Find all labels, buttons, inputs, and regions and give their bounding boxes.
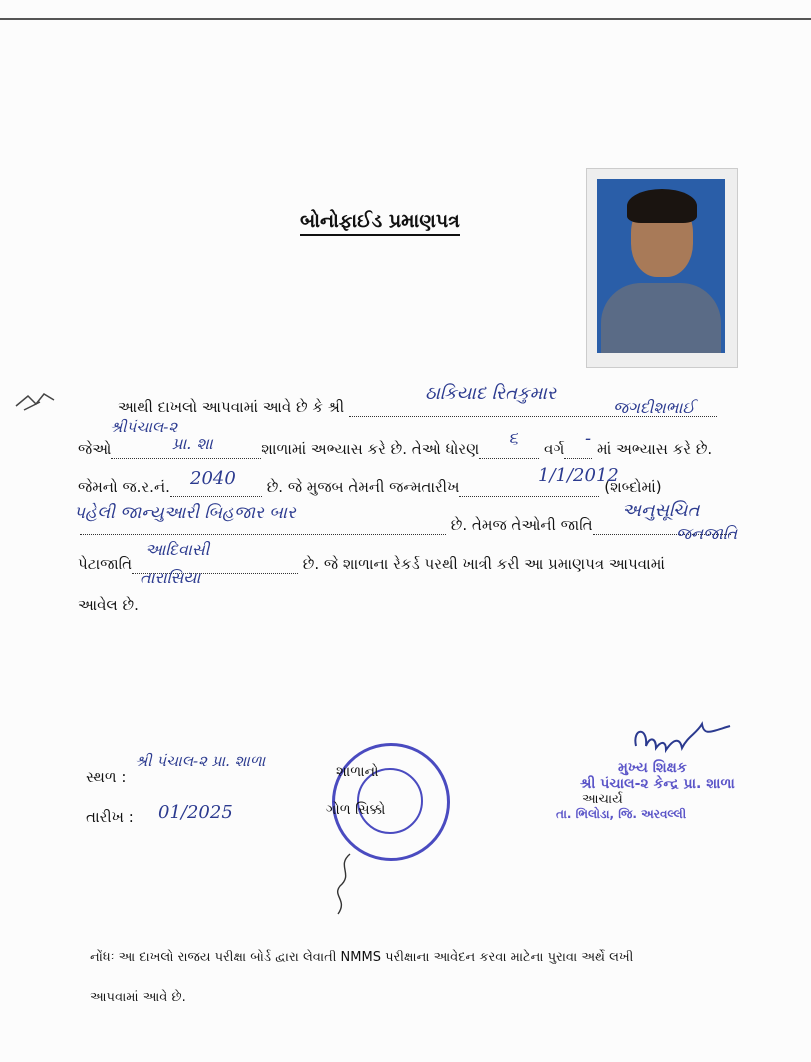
body-text: પેટાજાતિ — [78, 555, 133, 573]
note-line-1: નોંધઃ આ દાખલો રાજય પરીક્ષા બોર્ડ દ્વારા લેવાતી NMMS પરીક્ષાના આવેદન કરવા માટેના પુરાવા અર્થે લખી — [90, 950, 634, 965]
handwritten-caste: અનુસૂચિત — [622, 500, 700, 521]
body-text: છે. જે મુજબ તેમની જન્મતારીખ — [266, 478, 460, 496]
handwritten-division: - — [585, 428, 592, 449]
handwritten-gr-number: 2040 — [190, 468, 236, 489]
principal-label: આચાર્ય — [582, 792, 623, 807]
stamp-school-name: શ્રી પંચાલ-૨ કેન્દ્ર પ્રા. શાળા — [580, 776, 735, 792]
scan-edge-line — [0, 18, 811, 20]
seal-label-2: ગોળ સિક્કો — [326, 802, 386, 818]
body-text: આથી દાખલો આપવામાં આવે છે કે શ્રી — [118, 398, 345, 416]
body-text: છે. તેમજ તેઓની જાતિ — [450, 516, 593, 534]
seal-ink-mark — [330, 852, 360, 920]
body-text: જેઓ — [78, 440, 112, 458]
body-text: શાળામાં અભ્યાસ કરે છે. તેઓ ધોરણ — [261, 440, 480, 458]
handwritten-name: ઠાકિયાદ રિતકુમાર — [425, 383, 557, 404]
note-line-2: આપવામાં આવે છે. — [90, 990, 186, 1005]
handwritten-school: પ્રા. શા — [172, 434, 213, 453]
handwritten-father-name: જગદીશભાઈ — [613, 398, 695, 417]
principal-signature — [630, 716, 740, 766]
handwritten-birth-date: 1/1/2012 — [538, 465, 619, 486]
handwritten-date: 01/2025 — [158, 802, 233, 823]
body-text: જેમનો જ.ર.નં. — [78, 478, 170, 496]
seal-label-1: શાળાનો — [336, 764, 379, 780]
body-line-6: આવેલ છે. — [78, 596, 139, 614]
handwritten-school-top: શ્રીપંચાલ-૨ — [110, 418, 178, 436]
body-text: વર્ગ — [543, 440, 565, 458]
principal-stamp — [556, 760, 768, 834]
body-text: માં અભ્યાસ કરે છે. — [597, 440, 713, 458]
handwritten-subcaste-line2: તારાસિયા — [140, 568, 201, 587]
place-label: સ્થળ : — [86, 768, 127, 786]
pen-mark-icon — [14, 390, 58, 420]
handwritten-birth-date-words: પહેલી જાન્યુઆરી બિહજાર બાર — [74, 503, 296, 523]
student-photo — [586, 168, 738, 368]
body-text: છે. જે શાળાના રેકર્ડ પરથી ખાત્રી કરી આ પ્રમાણપત્ર આપવામાં — [302, 555, 665, 573]
document-title: બોનોફાઈડ પ્રમાણપત્ર — [300, 210, 460, 236]
body-text: (શબ્દોમાં) — [604, 478, 662, 496]
handwritten-standard: ૬ — [508, 428, 519, 449]
handwritten-place: શ્રી પંચાલ-૨ પ્રા. શાળા — [135, 752, 266, 770]
date-label: તારીખ : — [86, 808, 134, 826]
handwritten-subcaste: આદિવાસી — [145, 540, 210, 559]
handwritten-caste-line2: જનજાતિ — [676, 524, 738, 543]
stamp-title: મુખ્ય શિક્ષક — [618, 760, 687, 776]
stamp-address: તા. ભિલોડા, જિ. અરવલ્લી — [556, 807, 687, 821]
